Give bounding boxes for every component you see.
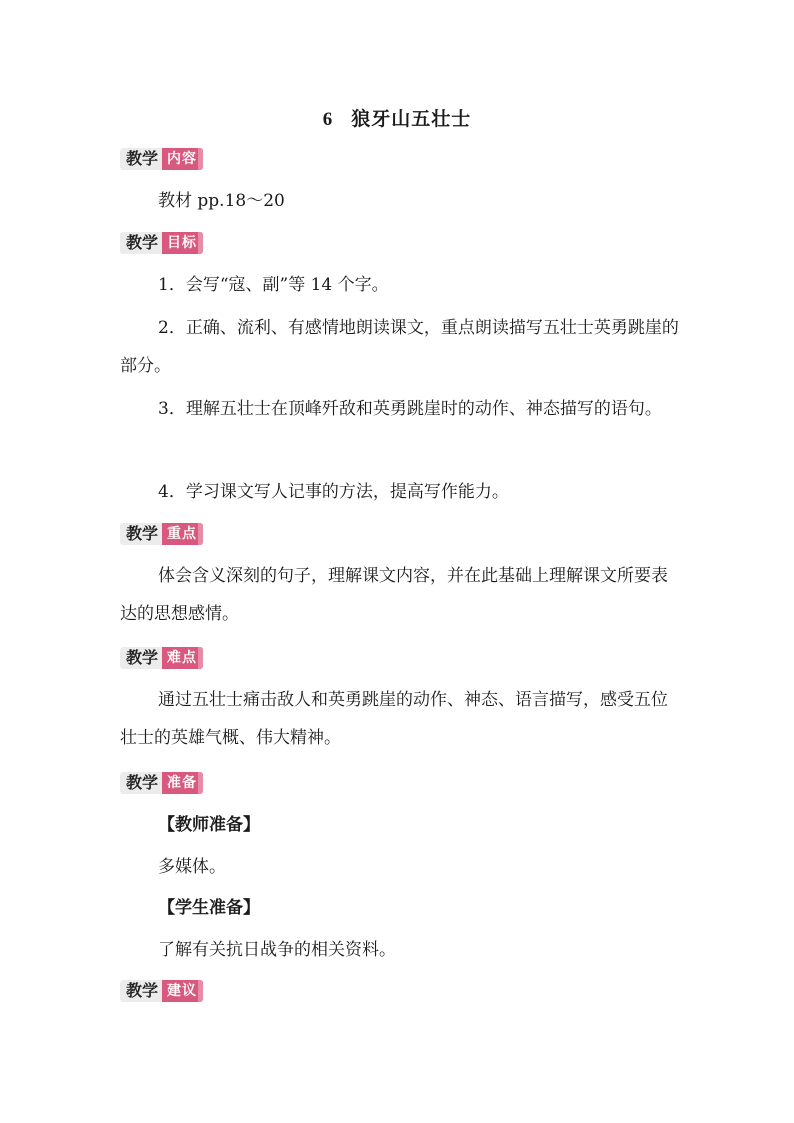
section-label-difficulties <box>120 647 203 669</box>
teacher-prep-text: 多媒体。 <box>158 857 226 877</box>
section-label-suggestion <box>120 980 203 1002</box>
label-prefix: 教学 <box>120 148 162 170</box>
label-tag: 重点 <box>162 523 203 545</box>
difficulties-text: 通过五壮士痛击敌人和英勇跳崖的动作、神态、语言描写，感受五位壮士的英雄气概、伟大精神。 <box>120 690 668 748</box>
label-prefix: 教学 <box>120 647 162 669</box>
lesson-title <box>0 104 794 131</box>
label-tag: 难点 <box>162 647 203 669</box>
label-prefix: 教学 <box>120 232 162 254</box>
label-tag: 目标 <box>162 232 203 254</box>
section-label-key-points <box>120 523 203 545</box>
label-tag: 建议 <box>162 980 203 1002</box>
section-label-content <box>120 148 203 170</box>
goal-item-4: 4．学习课文写人记事的方法，提高写作能力。 <box>158 482 509 502</box>
label-prefix: 教学 <box>120 980 162 1002</box>
student-prep-text: 了解有关抗日战争的相关资料。 <box>158 940 396 960</box>
label-tag: 内容 <box>162 148 203 170</box>
lesson-name: 狼牙山五壮士 <box>351 108 472 130</box>
label-prefix: 教学 <box>120 772 162 794</box>
section-label-preparation <box>120 772 203 794</box>
key-points-text: 体会含义深刻的句子，理解课文内容，并在此基础上理解课文所要表达的思想感情。 <box>120 566 668 624</box>
goal-item-3: 3．理解五壮士在顶峰歼敌和英勇跳崖时的动作、神态描写的语句。 <box>158 399 662 419</box>
goal-item-2: 2．正确、流利、有感情地朗读课文，重点朗读描写五壮士英勇跳崖的部分。 <box>120 318 679 376</box>
teacher-prep-heading: 【教师准备】 <box>158 815 260 835</box>
lesson-number: 6 <box>322 109 334 130</box>
content-text: 教材 pp.18～20 <box>158 191 285 211</box>
label-tag: 准备 <box>162 772 203 794</box>
student-prep-heading: 【学生准备】 <box>158 898 260 918</box>
goal-item-1: 1．会写“寇、副”等 14 个字。 <box>158 275 389 295</box>
section-label-goals <box>120 232 203 254</box>
label-prefix: 教学 <box>120 523 162 545</box>
